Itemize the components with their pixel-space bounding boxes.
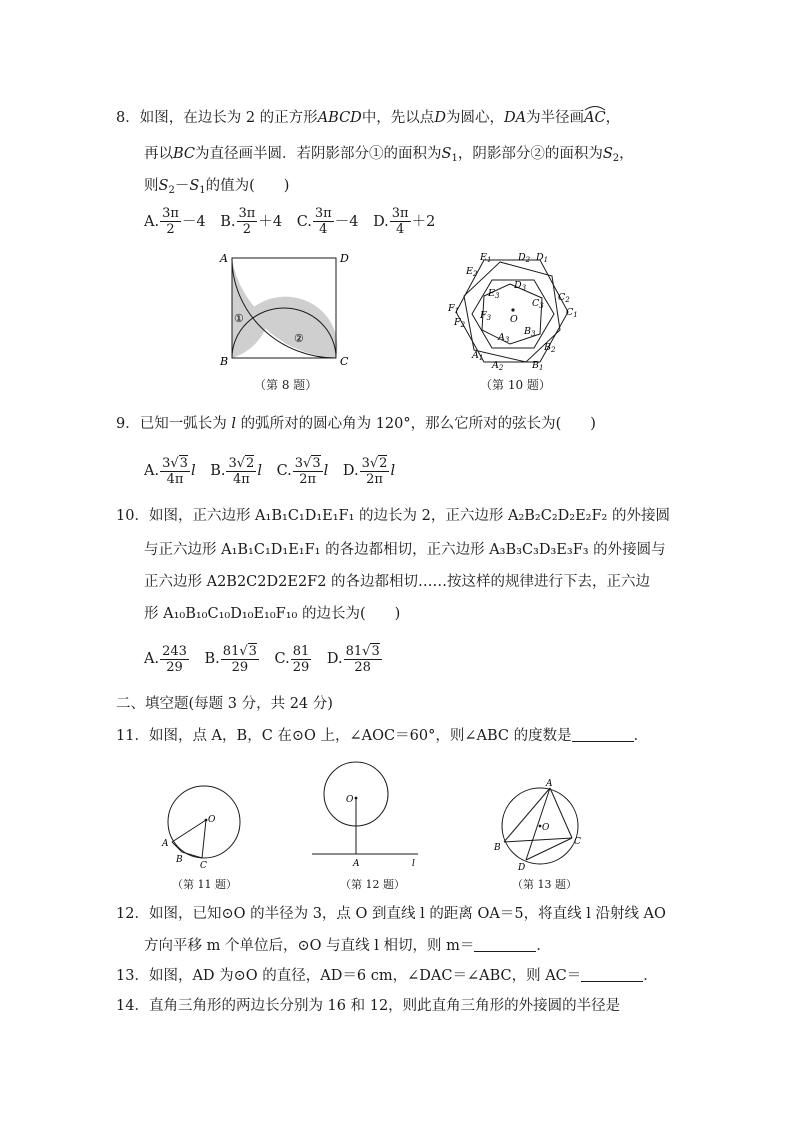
q9-option-d[interactable]: D. $\frac{3√2}{2\pi}$ l xyxy=(342,455,396,487)
svg-text:O: O xyxy=(208,815,216,825)
region-1-label: ① xyxy=(234,312,244,325)
label-c: C xyxy=(340,355,349,368)
q10-option-a[interactable]: A. $\frac{243}{29}$ xyxy=(144,643,187,675)
arc-ac-symbol: AC xyxy=(584,110,606,126)
q10-line3: 正六边形 A2B2C2D2E2F2 的各边都相切……按这样的规律进行下去，正六边 xyxy=(144,574,651,590)
q12-answer-blank[interactable] xyxy=(474,937,536,952)
q8-options xyxy=(144,206,445,237)
q11-answer-blank[interactable] xyxy=(572,727,634,742)
svg-text:C2: $C_2$ xyxy=(558,292,570,304)
fig13-caption: （第 13 题） xyxy=(512,878,577,891)
svg-text:A3: $A_3$ xyxy=(498,332,510,344)
q10-option-c[interactable]: C. $\frac{81}{29}$ xyxy=(274,643,310,675)
q10-number: 10． xyxy=(116,508,149,524)
q10-line2: 与正六边形 A₁B₁C₁D₁E₁F₁ 的各边都相切，正六边形 A₃B₃C₃D₃E₃F₃ 的外接圆与 xyxy=(144,542,666,558)
svg-text:D: D xyxy=(518,863,526,873)
svg-text:C3: $C_3$ xyxy=(532,298,544,310)
q13-line1: 13．如图，AD 为⊙O 的直径，AD＝6 cm，∠DAC＝∠ABC，则 AC＝ ． xyxy=(116,968,658,984)
q10-option-b[interactable]: B. $\frac{81√3}{29}$ xyxy=(204,643,257,675)
svg-text:A: A xyxy=(546,779,553,789)
svg-text:E3: $E_3$ xyxy=(488,288,500,300)
q8-option-a[interactable]: A. $\frac{3\pi}{2}$ －4 xyxy=(144,206,206,237)
circle-o xyxy=(168,786,240,858)
svg-text:C1: $C_1$ xyxy=(566,307,578,319)
q9-option-c[interactable]: C. $\frac{3√3}{2\pi}$ l xyxy=(276,455,329,487)
q11-line1: 11．如图，点 A，B，C 在⊙O 上，∠AOC＝60°，则∠ABC 的度数是 ． xyxy=(116,728,649,744)
q10-line1: 10．如图，正六边形 A₁B₁C₁D₁E₁F₁ 的边长为 2，正六边形 A₂B₂C₂D₂E₂F₂ 的外接圆 xyxy=(116,508,670,524)
svg-text:D1: $D_1$ xyxy=(536,252,549,264)
q10-line4: 形 A₁₀B₁₀C₁₀D₁₀E₁₀F₁₀ 的边长为( ) xyxy=(144,606,401,622)
figure-13 xyxy=(494,778,594,874)
q8-option-c[interactable]: C. $\frac{3\pi}{4}$ －4 xyxy=(296,206,359,237)
svg-text:O: O xyxy=(542,823,550,833)
q8-line2: 再以BC为直径画半圆．若阴影部分①的面积为$S_1$，阴影部分②的面积为$S_2$， xyxy=(144,146,634,164)
svg-text:B1: $B_1$ xyxy=(532,360,544,370)
figure-8 xyxy=(210,250,360,370)
q12-line2: 方向平移 m 个单位后，⊙O 与直线 l 相切，则 m＝ ． xyxy=(144,938,551,954)
section-2-heading: 二、填空题(每题 3 分，共 24 分) xyxy=(116,696,333,712)
q9-option-a[interactable]: A. $\frac{3√3}{4\pi}$ l xyxy=(144,455,196,487)
figure-11 xyxy=(158,782,258,874)
fig12-caption: （第 12 题） xyxy=(340,878,405,891)
svg-text:A2: $A_2$ xyxy=(492,360,504,370)
q9-number: 9． xyxy=(116,416,140,432)
q10-option-d[interactable]: D. $\frac{81√3}{28}$ xyxy=(326,643,380,675)
figure-12 xyxy=(306,760,426,870)
svg-text:C: C xyxy=(574,837,581,847)
q8-line1: 8．如图，在边长为 2 的正方形ABCD中，先以点D为圆心，DA为半径画AC ， xyxy=(116,108,620,128)
q9-line1: 9．已知一弧长为 l 的弧所对的圆心角为 120°，那么它所对的弦长为( ) xyxy=(116,416,596,432)
center-o xyxy=(511,308,514,311)
svg-text:E2: $E_2$ xyxy=(466,266,478,278)
svg-text:l: l xyxy=(412,859,415,869)
svg-text:E1: $E_1$ xyxy=(480,252,492,264)
svg-text:F2: $F_2$ xyxy=(454,317,466,329)
svg-text:B: B xyxy=(176,855,183,865)
svg-text:D2: $D_2$ xyxy=(518,252,531,264)
q8-number: 8． xyxy=(116,110,140,126)
q12-line1: 12．如图，已知⊙O 的半径为 3，点 O 到直线 l 的距离 OA＝5，将直线 l 沿射线 AO xyxy=(116,906,666,922)
svg-text:F1: $F_1$ xyxy=(448,303,460,315)
figure-10 xyxy=(440,250,590,370)
arc-mark-icon xyxy=(584,105,606,111)
fig11-caption: （第 11 题） xyxy=(172,878,237,891)
svg-text:A: A xyxy=(353,859,360,869)
svg-text:B: B xyxy=(494,843,501,853)
svg-text:O: O xyxy=(510,314,518,325)
svg-text:C: C xyxy=(200,861,207,871)
q8-option-d[interactable]: D. $\frac{3\pi}{4}$ ＋2 xyxy=(373,206,436,237)
svg-text:B3: $B_3$ xyxy=(524,326,536,338)
label-a: A xyxy=(220,252,228,265)
q9-options xyxy=(144,454,405,488)
q13-answer-blank[interactable] xyxy=(581,967,643,982)
q8-line3: 则$S_2-S_1$的值为( ) xyxy=(144,178,290,196)
region-2-label: ② xyxy=(294,332,304,345)
q14-line1: 14．直角三角形的两边长分别为 16 和 12，则此直角三角形的外接圆的半径是 xyxy=(116,998,621,1014)
fig10-caption: （第 10 题） xyxy=(480,378,551,392)
svg-text:F3: $F_3$ xyxy=(480,310,492,322)
svg-text:D3: $D_3$ xyxy=(514,280,527,292)
fig8-caption: （第 8 题） xyxy=(254,378,318,392)
q8-option-b[interactable]: B. $\frac{3\pi}{2}$ ＋4 xyxy=(220,206,283,237)
label-d: D xyxy=(340,252,349,265)
q10-options xyxy=(144,642,393,676)
svg-text:A: A xyxy=(162,839,169,849)
svg-text:O: O xyxy=(346,795,354,805)
label-b: B xyxy=(220,355,229,368)
svg-text:B2: $B_2$ xyxy=(544,342,556,354)
q9-option-b[interactable]: B. $\frac{3√2}{4\pi}$ l xyxy=(210,455,262,487)
svg-text:A1: $A_1$ xyxy=(472,350,484,362)
